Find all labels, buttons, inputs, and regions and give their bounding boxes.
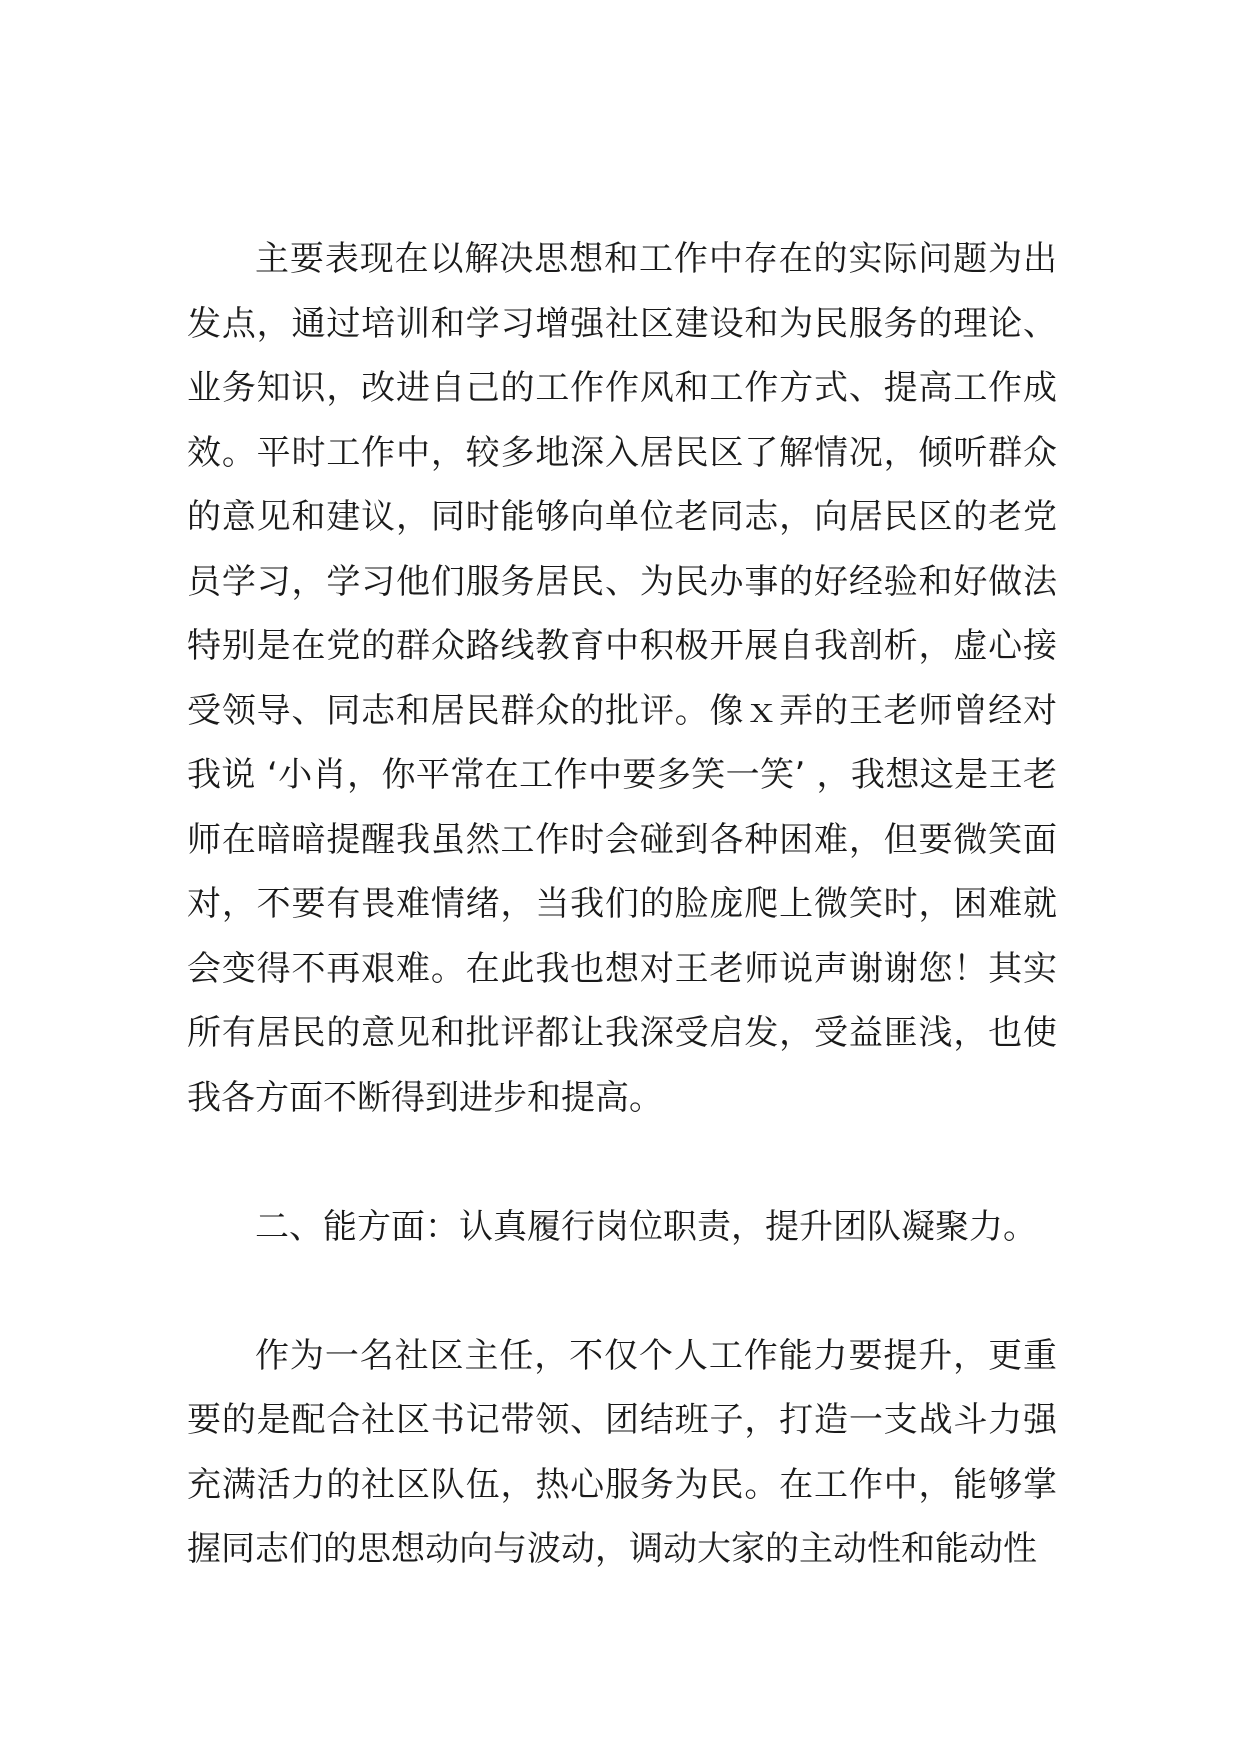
paragraph-spacer (187, 1259, 1057, 1324)
paragraph-team-building: 作为一名社区主任，不仅个人工作能力要提升，更重要的是配合社区书记带领、团结班子，打造一支战斗力强充满活力的社区队伍，热心服务为民。在工作中，能够掌握同志们的思想动向与波动，调动大家的主动性和能动性 (187, 1335, 1057, 1569)
document-body (187, 227, 1057, 1582)
paragraph-spacer (187, 1130, 1057, 1195)
section-heading-ability: 二、能方面：认真履行岗位职责，提升团队凝聚力。 (255, 1206, 1037, 1247)
paragraph-self-improvement: 主要表现在以解决思想和工作中存在的实际问题为出发点，通过培训和学习增强社区建设和为民服务的理论、业务知识，改进自己的工作作风和工作方式、提高工作成效。平时工作中，较多地深入居民区了解情况，倾听群众的意见和建议，同时能够向单位老同志，向居民区的老党员学习，学习他们服务居民、为民办事的好经验和好做法特别是在党的群众路线教育中积极开展自我剖析，虚心接受领导、同志和居民群众的批评。像ｘ弄的王老师曾经对我说 ‘小肖，你平常在工作中要多笑一笑’ ，我想这是王老师在暗暗提醒我虽然工作时会碰到各种困难，但要微笑面对，不要有畏难情绪，当我们的脸庞爬上微笑时，困难就会变得不再艰难。在此我也想对王老师说声谢谢您！其实所有居民的意见和批评都让我深受启发，受益匪浅，也使我各方面不断得到进步和提高。 (187, 239, 1057, 1118)
